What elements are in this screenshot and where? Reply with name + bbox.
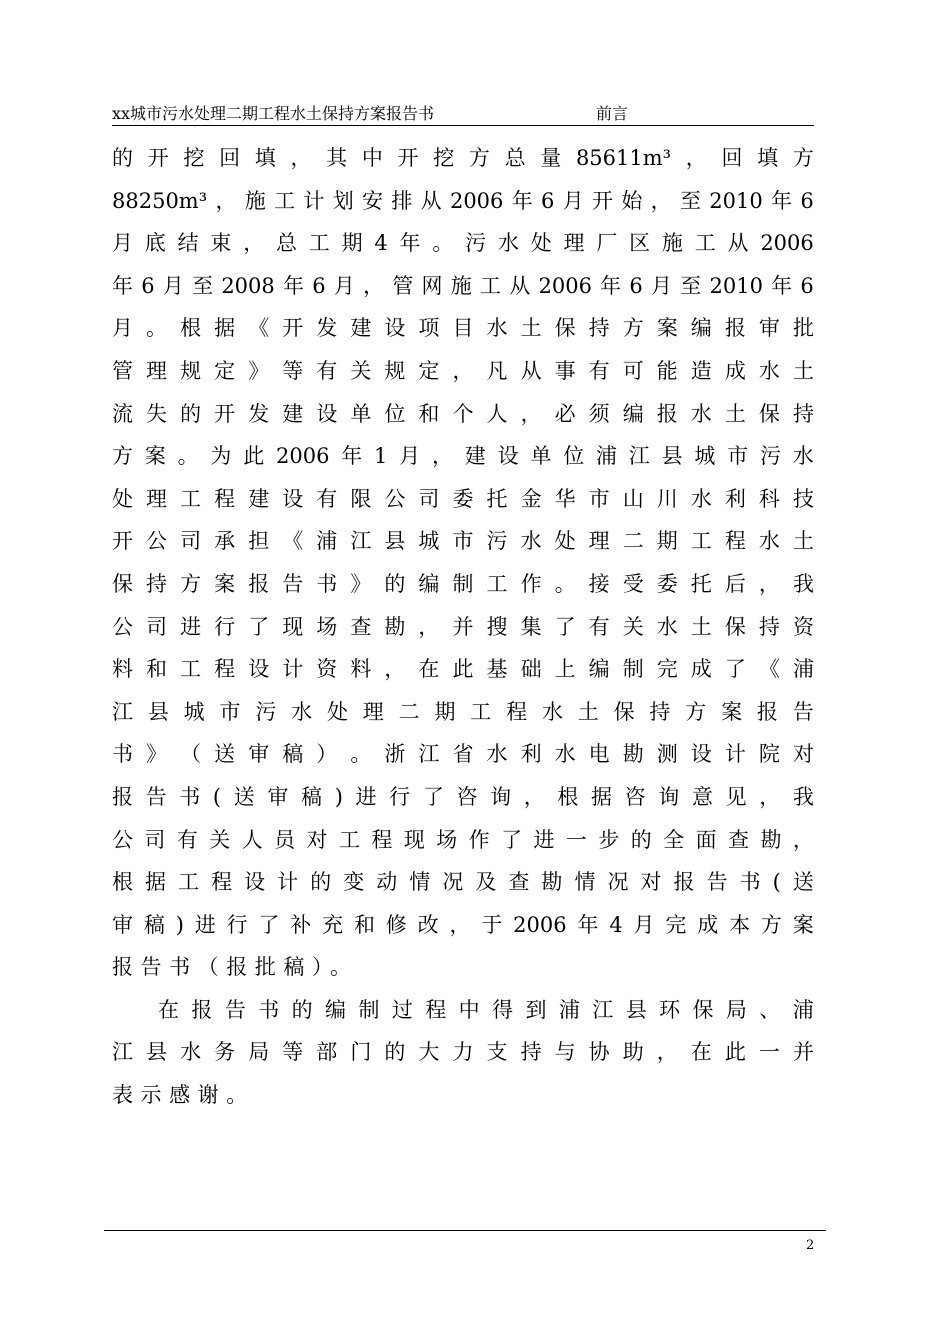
text-line: 保 持 方 案 报 告 书 》 的 编 制 工 作 。 接 受 委 托 后 ， 我 <box>112 571 814 596</box>
text-line: 江 县 水 务 局 等 部 门 的 大 力 支 持 与 协 助 ， 在 此 一 并 <box>112 1040 814 1065</box>
text-line: 根 据 工 程 设 计 的 变 动 情 况 及 查 勘 情 况 对 报 告 书 ( 送 <box>112 870 814 895</box>
body-text <box>112 142 814 1122</box>
text-line: 在 报 告 书 的 编 制 过 程 中 得 到 浦 江 县 环 保 局 、 浦 <box>158 997 814 1022</box>
text-line: 公 司 有 关 人 员 对 工 程 现 场 作 了 进 一 步 的 全 面 查 勘 ， <box>112 827 814 852</box>
text-line: 的 开 挖 回 填 ， 其 中 开 挖 方 总 量 85611m³ ， 回 填 方 <box>112 146 814 170</box>
text-line: 年 6 月 至 2008 年 6 月 ， 管 网 施 工 从 2006 年 6 月 至 2010 年 6 <box>112 273 814 298</box>
header-section-title: 前言 <box>596 104 629 123</box>
text-line: 处 理 工 程 建 设 有 限 公 司 委 托 金 华 市 山 川 水 利 科 技 <box>112 486 814 511</box>
text-line: 书 》 （ 送 审 稿 ） 。 浙 江 省 水 利 水 电 勘 测 设 计 院 对 <box>112 742 814 767</box>
text-line: 审 稿 ) 进 行 了 补 充 和 修 改 ， 于 2006 年 4 月 完 成 本 方 案 <box>112 912 814 937</box>
text-line: 月 。 根 据 《 开 发 建 设 项 目 水 土 保 持 方 案 编 报 审 批 <box>112 316 814 341</box>
page-number: 2 <box>806 1238 815 1253</box>
header-document-title: xx城市污水处理二期工程水土保持方案报告书 <box>112 104 435 123</box>
text-line: 月 底 结 束 ， 总 工 期 4 年 。 污 水 处 理 厂 区 施 工 从 2006 <box>112 231 814 256</box>
text-line: 流 失 的 开 发 建 设 单 位 和 个 人 ， 必 须 编 报 水 土 保 持 <box>112 401 814 426</box>
text-line: 88250m³ ， 施 工 计 划 安 排 从 2006 年 6 月 开 始 ， 至 2010 年 6 <box>112 188 814 213</box>
text-line: 管 理 规 定 》 等 有 关 规 定 ， 凡 从 事 有 可 能 造 成 水 土 <box>112 358 814 383</box>
text-line: 报告书（报批稿）。 <box>112 955 359 980</box>
page-header <box>112 101 814 126</box>
text-line: 报 告 书 ( 送 审 稿 ) 进 行 了 咨 询 ， 根 据 咨 询 意 见 ， 我 <box>112 784 814 809</box>
text-line: 公 司 进 行 了 现 场 查 勘 ， 并 搜 集 了 有 关 水 土 保 持 资 <box>112 614 814 639</box>
text-line: 表示感谢。 <box>112 1083 255 1108</box>
footer-rule <box>104 1230 826 1231</box>
text-line: 江 县 城 市 污 水 处 理 二 期 工 程 水 土 保 持 方 案 报 告 <box>112 699 814 724</box>
text-line: 方 案 。 为 此 2006 年 1 月 ， 建 设 单 位 浦 江 县 城 市 污 水 <box>112 444 814 469</box>
text-line: 开 公 司 承 担 《 浦 江 县 城 市 污 水 处 理 二 期 工 程 水 土 <box>112 529 814 554</box>
text-line: 料 和 工 程 设 计 资 料 ， 在 此 基 础 上 编 制 完 成 了 《 浦 <box>112 657 814 682</box>
